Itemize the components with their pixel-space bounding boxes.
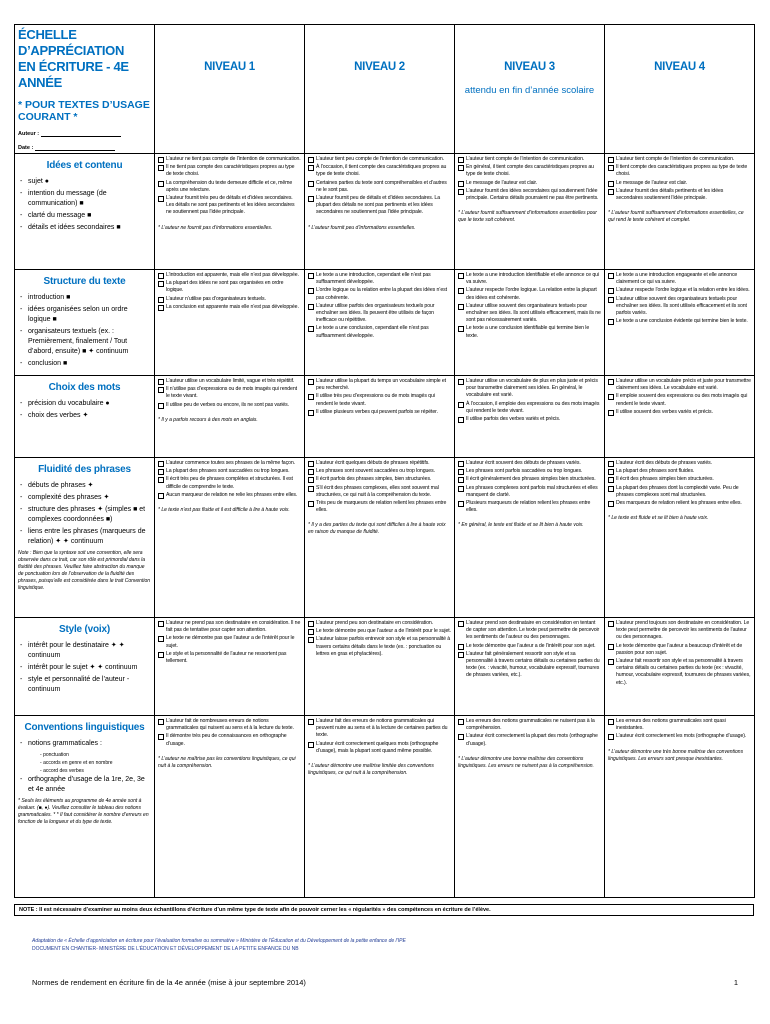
descriptor-item: Très peu de marqueurs de relation relient les phrases entre elles. <box>308 500 451 514</box>
descriptor-list <box>458 718 601 748</box>
criterion-item: - idées organisées selon un ordre logique ■ <box>18 305 151 325</box>
criterion-list <box>18 293 151 369</box>
descriptor-item: En général, il tient compte des caractéristiques propres au type de texte choisi. <box>458 164 601 178</box>
descriptor-item: Certaines parties du texte sont compréhensibles et d’autres ne le sont pas. <box>308 180 451 194</box>
rubric-row <box>15 376 755 458</box>
descriptor-item: Il n’utilise pas d’expressions ou de mots imagés qui rendent le texte vivant. <box>158 386 301 400</box>
footer-note: NOTE : Il est nécessaire d’examiner au moins deux échantillons d’écriture d’un même type de texte afin de pouvoir cerner les « régularités » des compétences en écriture de l’élève. <box>14 904 754 916</box>
descriptor-item: Il utilise très peu d’expressions ou de mots imagés qui rendent le texte vivant. <box>308 393 451 407</box>
criterion-item: - style et personnalité de l’auteur - continuum <box>18 675 151 695</box>
descriptor-item: L’auteur utilise la plupart du temps un vocabulaire simple et peu recherché. <box>308 378 451 392</box>
descriptor-item: Le texte a une conclusion, cependant elle n’est pas suffisamment développée. <box>308 325 451 339</box>
descriptor-item: L’auteur fait des erreurs de notions grammaticales qui peuvent nuire au sens et à la lecture de certaines parties du texte. <box>308 718 451 740</box>
descriptor-item: Il emploie souvent des expressions ou des mots imagés qui rendent le texte vivant. <box>608 393 751 407</box>
descriptor-item: Le texte démontre peu que l’auteur a de l’intérêt pour le sujet. <box>308 628 451 635</box>
descriptor-item: Le texte démontre que l’auteur a de l’intérêt pour son sujet. <box>458 643 601 650</box>
criterion-item: - choix des verbes ✦ <box>18 411 151 421</box>
rubric-row <box>15 458 755 618</box>
descriptor-item: Le texte démontre que l’auteur a beaucoup d’intérêt et de passion pour son sujet. <box>608 643 751 657</box>
descriptor-item: Il démontre très peu de connaissances en orthographe d’usage. <box>158 733 301 747</box>
descriptor-item: L’auteur fournit des détails pertinents et les idées secondaires soutiennent l’idée principale. <box>608 188 751 202</box>
descriptor-item: L’auteur fournit des idées secondaires qui soutiennent l’idée principale. Certains détails pourraient ne pas être pertinents. <box>458 188 601 202</box>
descriptor-item: Le message de l’auteur est clair. <box>458 180 601 187</box>
criterion-title: Choix des mots <box>48 382 121 393</box>
level-2-cell <box>305 270 455 376</box>
rubric-table <box>14 24 755 898</box>
descriptor-item: L’auteur n’utilise pas d’organisateurs textuels. <box>158 296 301 303</box>
descriptor-item: La plupart des phrases dont la complexité varie. Peu de phrases complexes sont mal structurées. <box>608 485 751 499</box>
author-blank[interactable] <box>41 131 121 137</box>
descriptor-item: Il utilise souvent des verbes variés et précis. <box>608 409 751 416</box>
level-4-cell <box>605 458 755 618</box>
author-line <box>18 131 151 137</box>
descriptor-item: L’auteur utilise un vocabulaire de plus en plus juste et précis pour transmettre clairement ses idées. En général, le vocabulaire est varié. <box>458 378 601 400</box>
level-2-cell <box>305 376 455 458</box>
level-1-cell <box>155 270 305 376</box>
descriptor-item: Les phrases sont souvent saccadées ou trop longues. <box>308 468 451 475</box>
descriptor-note: * L’auteur ne fournit pas d’informations essentielles. <box>158 224 273 231</box>
descriptor-list <box>608 620 751 687</box>
level-title: NIVEAU 1 <box>204 61 255 73</box>
descriptor-item: L’auteur fait ressortir son style et sa personnalité à travers certains détails ou certaines parties du texte (ex : vivacité, humour, vocabulaire expressif, tournures de phrases variées, etc.). <box>608 658 751 687</box>
descriptor-list <box>608 272 751 325</box>
descriptor-item: L’auteur fait généralement ressortir son style et sa personnalité à travers certains détails ou certaines parties du texte (ex. : vivacité, humour, vocabulaire expressif, tournures de phrases variées, etc.). <box>458 651 601 680</box>
descriptor-list <box>608 718 751 741</box>
criterion-item: - clarté du message ■ <box>18 211 151 221</box>
descriptor-item: L’auteur écrit correctement quelques mots (orthographe d’usage), mais la plupart sont quand même possible. <box>308 741 451 755</box>
descriptor-note: * En général, le texte est fluide et se lit bien à haute voix. <box>458 522 584 529</box>
descriptor-list <box>458 620 601 680</box>
criterion-item: - introduction ■ <box>18 293 151 303</box>
descriptor-item: L’auteur écrit correctement les mots (orthographe d’usage). <box>608 733 751 740</box>
criterion-title: Structure du texte <box>43 276 126 287</box>
descriptor-item: La compréhension du texte demeure difficile et ce, même après une relecture. <box>158 180 301 194</box>
level-1-cell <box>155 716 305 898</box>
level-4-cell <box>605 376 755 458</box>
criterion-title: Fluidité des phrases <box>38 464 131 475</box>
descriptor-list <box>158 620 301 665</box>
level-2-cell <box>305 154 455 270</box>
date-label: Date : <box>18 145 34 151</box>
descriptor-list <box>458 156 601 202</box>
descriptor-item: Les phrases sont parfois saccadées ou trop longues. <box>458 468 601 475</box>
descriptor-item: S’il écrit des phrases complexes, elles sont souvent mal structurées, ce qui nuit à la compréhension du texte. <box>308 485 451 499</box>
descriptor-item: L’auteur fait de nombreuses erreurs de notions grammaticales qui nuisent au sens et à la lecture du texte. <box>158 718 301 732</box>
criterion-sublist <box>40 751 151 775</box>
descriptor-item: La conclusion est apparente mais elle n’est pas développée. <box>158 304 301 311</box>
level-4-cell <box>605 270 755 376</box>
criterion-item: - intérêt pour le sujet ✦ ✦ continuum <box>18 663 151 673</box>
criterion-note: Note : Bien que la syntaxe soit une convention, elle sera observée dans ce trait, car son rôle est primordial dans la fluidité des phrases. Veuillez faire abstraction du manque de ponctuation lors de l’observation de la fluidité des phrases, puisqu’elle est considérée dans le trait Convention linguistique. <box>18 550 151 591</box>
descriptor-item: Le texte a une introduction engageante et elle annonce clairement ce qui va suivre. <box>608 272 751 286</box>
descriptor-item: L’auteur tient compte de l’intention de communication. <box>608 156 751 163</box>
criterion-cell <box>15 716 155 898</box>
descriptor-item: L’auteur utilise parfois des organisateurs textuels pour enchaîner ses idées. Ils peuvent être utilisés de façon inefficace ou répétitive. <box>308 303 451 325</box>
descriptor-item: L’auteur respecte l’ordre logique. La relation entre la plupart des idées est cohérente. <box>458 287 601 301</box>
descriptor-list <box>158 272 301 311</box>
descriptor-list <box>308 156 451 217</box>
level-header-4 <box>605 25 755 154</box>
descriptor-item: L’auteur écrit quelques débuts de phrases répétitifs. <box>308 460 451 467</box>
level-3-cell <box>455 716 605 898</box>
descriptor-note: * L’auteur fournit suffisamment d’informations essentielles, ce qui rend le texte cohérent et complet. <box>608 210 744 224</box>
criterion-subitem: - accord des verbes <box>40 767 151 775</box>
level-4-cell <box>605 154 755 270</box>
criterion-cell <box>15 270 155 376</box>
criterion-list <box>18 399 151 421</box>
descriptor-item: Le style et la personnalité de l’auteur ne ressortent pas tellement. <box>158 651 301 665</box>
criterion-item: - conclusion ■ <box>18 359 151 369</box>
document-credit: DOCUMENT EN CHANTIER- MINISTÈRE DE L’ÉDUCATION ET DÉVELOPPEMENT DE LA PETITE ENFANCE DU NB <box>32 946 299 952</box>
descriptor-item: La plupart des phrases sont fluides. <box>608 468 751 475</box>
descriptor-item: Il utilise peu de verbes ou encore, ils ne sont pas variés. <box>158 402 301 409</box>
descriptor-item: L’auteur laisse parfois entrevoir son style et sa personnalité à travers certains détails dans le texte (ex. : ponctuation ou lettres en gras et phylactères). <box>308 636 451 658</box>
criterion-title: Style (voix) <box>59 624 110 635</box>
descriptor-list <box>308 460 451 514</box>
criterion-item: - intérêt pour le destinataire ✦ ✦ continuum <box>18 641 151 661</box>
level-2-cell <box>305 716 455 898</box>
level-2-cell <box>305 618 455 716</box>
descriptor-list <box>308 272 451 340</box>
descriptor-item: Il écrit des phrases simples bien structurées. <box>608 476 751 483</box>
level-1-cell <box>155 458 305 618</box>
descriptor-list <box>158 460 301 499</box>
footer-title: Normes de rendement en écriture fin de la 4e année (mise à jour septembre 2014) <box>32 978 306 987</box>
level-3-cell <box>455 618 605 716</box>
descriptor-item: L’auteur utilise un vocabulaire précis et juste pour transmettre clairement ses idées. Le vocabulaire est varié. <box>608 378 751 392</box>
descriptor-note: * L’auteur démontre une maîtrise limitée des conventions linguistiques, ce qui nuit à la compréhension. <box>308 763 434 777</box>
descriptor-item: Il écrit généralement des phrases simples bien structurées. <box>458 476 601 483</box>
criterion-subitem: - ponctuation <box>40 751 151 759</box>
descriptor-item: L’ordre logique ou la relation entre la plupart des idées n’est pas cohérente. <box>308 287 451 301</box>
descriptor-list <box>308 620 451 658</box>
descriptor-item: L’auteur ne tient pas compte de l’intention de communication. <box>158 156 301 163</box>
criterion-item: - détails et idées secondaires ■ <box>18 223 151 233</box>
descriptor-item: Il utilise parfois des verbes variés et précis. <box>458 416 601 423</box>
rubric-row <box>15 618 755 716</box>
level-3-cell <box>455 458 605 618</box>
criterion-item: - précision du vocabulaire ● <box>18 399 151 409</box>
level-header-2 <box>305 25 455 154</box>
level-1-cell <box>155 376 305 458</box>
level3-note: attendu en fin d’année scolaire <box>464 85 595 96</box>
descriptor-item: L’auteur prend toujours son destinataire en considération. Le texte peut permettre de percevoir les sentiments de l’auteur ou des personnages. <box>608 620 751 642</box>
descriptor-list <box>158 378 301 409</box>
descriptor-item: L’auteur respecte l’ordre logique et la relation entre les idées. <box>608 287 751 294</box>
descriptor-item: Aucun marqueur de relation ne relie les phrases entre elles. <box>158 492 301 499</box>
criterion-item: - intention du message (de communication) ■ <box>18 189 151 209</box>
descriptor-item: L’auteur utilise souvent des organisateurs textuels pour enchaîner ses idées. Ils sont utilisés efficacement, mais ils ne sont pas nécessairement variés. <box>458 303 601 325</box>
criterion-item: - débuts de phrases ✦ <box>18 481 151 491</box>
criterion-cell <box>15 458 155 618</box>
rubric-row <box>15 270 755 376</box>
descriptor-item: Le texte a une introduction identifiable et elle annonce ce qui va suivre. <box>458 272 601 286</box>
criterion-item: - sujet ● <box>18 177 151 187</box>
descriptor-item: Il tient compte des caractéristiques propres au type de texte choisi. <box>608 164 751 178</box>
descriptor-item: Il ne tient pas compte des caractéristiques propres au type de texte choisi. <box>158 164 301 178</box>
descriptor-item: La plupart des phrases sont saccadées ou trop longues. <box>158 468 301 475</box>
descriptor-item: Les phrases complexes sont parfois mal structurées et elles manquent de clarté. <box>458 485 601 499</box>
level-4-cell <box>605 618 755 716</box>
title-cell <box>15 25 155 154</box>
descriptor-item: L’auteur prend peu son destinataire en considération. <box>308 620 451 627</box>
descriptor-list <box>608 156 751 202</box>
criterion-item: - orthographe d’usage de la 1re, 2e, 3e et 4e année <box>18 775 151 795</box>
level-4-cell <box>605 716 755 898</box>
criterion-list <box>18 481 151 547</box>
author-label: Auteur : <box>18 131 40 137</box>
descriptor-item: Les erreurs des notions grammaticales ne nuisent pas à la compréhension. <box>458 718 601 732</box>
criterion-list <box>18 177 151 233</box>
criterion-item: - notions grammaticales : <box>18 739 151 749</box>
descriptor-item: L’auteur tient compte de l’intention de communication. <box>458 156 601 163</box>
level-3-cell <box>455 270 605 376</box>
descriptor-item: L’auteur utilise un vocabulaire limité, vague et très répétitif. <box>158 378 301 385</box>
criterion-item: - organisateurs textuels (ex. : Premièrement, finalement / Tout d’abord, ensuite) ■ ✦ continuum <box>18 327 151 357</box>
descriptor-item: À l’occasion, il tient compte des caractéristiques propres au type de texte choisi. <box>308 164 451 178</box>
criterion-title: Idées et contenu <box>46 160 123 171</box>
level-title: NIVEAU 2 <box>354 61 405 73</box>
descriptor-item: Plusieurs marqueurs de relation relient les phrases entre elles. <box>458 500 601 514</box>
descriptor-list <box>308 718 451 755</box>
criterion-cell <box>15 618 155 716</box>
descriptor-list <box>458 272 601 340</box>
criterion-subitem: - accords en genre et en nombre <box>40 759 151 767</box>
descriptor-note: * Il y a des parties du texte qui sont difficiles à lire à haute voix en raison du manque de fluidité. <box>308 522 446 536</box>
descriptor-note: * Il y a parfois recours à des mots en anglais. <box>158 416 258 423</box>
page-footer <box>32 978 738 987</box>
descriptor-item: L’auteur utilise souvent des organisateurs textuels pour enchaîner ses idées. Ils sont utilisés efficacement et ils sont parfois variés. <box>608 296 751 318</box>
subtitle: * POUR TEXTES D’USAGE COURANT * <box>18 99 150 123</box>
criterion-cell <box>15 154 155 270</box>
rubric-row <box>15 154 755 270</box>
criterion-title: Conventions linguistiques <box>24 722 145 733</box>
descriptor-item: La plupart des idées ne sont pas organisées en ordre logique. <box>158 280 301 294</box>
descriptor-item: À l’occasion, il emploie des expressions ou des mots imagés qui rendent le texte vivant. <box>458 401 601 415</box>
descriptor-list <box>608 378 751 416</box>
date-line <box>18 145 151 151</box>
descriptor-item: Le texte ne démontre pas que l’auteur a de l’intérêt pour le sujet. <box>158 635 301 649</box>
descriptor-list <box>308 378 451 416</box>
level-2-cell <box>305 458 455 618</box>
descriptor-list <box>158 718 301 748</box>
descriptor-note: * L’auteur démontre une très bonne maîtrise des conventions linguistiques. Les erreurs sont presque inexistantes. <box>608 748 744 762</box>
rubric-row <box>15 716 755 898</box>
descriptor-item: L’auteur fournit très peu de détails et d’idées secondaires. Les détails ne sont pas pertinents et les idées secondaires ne soutiennent pas l’idée principale. <box>158 195 301 217</box>
descriptor-list <box>458 460 601 514</box>
title-line1: ÉCHELLE D’APPRÉCIATION <box>18 27 125 58</box>
descriptor-item: L’auteur commence toutes ses phrases de la même façon. <box>158 460 301 467</box>
rubric-rows <box>15 154 755 898</box>
criterion-item: - structure des phrases ✦ (simples ■ et complexes coordonnées ■) <box>18 505 151 525</box>
criterion-list <box>18 641 151 695</box>
descriptor-item: L’introduction est apparente, mais elle n’est pas développée. <box>158 272 301 279</box>
descriptor-item: Le texte a une introduction, cependant elle n’est pas suffisamment développée. <box>308 272 451 286</box>
descriptor-note: * Le texte n’est pas fluide et il est difficile à lire à haute voix. <box>158 507 290 514</box>
descriptor-item: Des marqueurs de relation relient les phrases entre elles. <box>608 500 751 507</box>
descriptor-note: * L’auteur fournit suffisamment d’informations essentielles pour que le texte soit cohérent. <box>458 210 597 224</box>
descriptor-list <box>158 156 301 217</box>
criterion-cell <box>15 376 155 458</box>
title-line2: EN ÉCRITURE - 4E ANNÉE <box>18 59 129 90</box>
descriptor-note: * L’auteur fournit peu d’informations essentielles. <box>308 224 416 231</box>
descriptor-item: Il écrit très peu de phrases complètes et structurées. Il est difficile de comprendre le texte. <box>158 476 301 490</box>
level-header-1 <box>155 25 305 154</box>
descriptor-list <box>608 460 751 507</box>
descriptor-item: Le texte a une conclusion identifiable qui termine bien le texte. <box>458 325 601 339</box>
date-blank[interactable] <box>35 145 115 151</box>
level-title: NIVEAU 4 <box>654 61 705 73</box>
descriptor-note: * L’auteur démontre une bonne maîtrise des conventions linguistiques. Les erreurs ne nuisent pas à la compréhension. <box>458 755 594 769</box>
level-3-cell <box>455 376 605 458</box>
level-title: NIVEAU 3 <box>504 61 555 73</box>
descriptor-item: Il écrit parfois des phrases simples, bien structurées. <box>308 476 451 483</box>
descriptor-item: Le message de l’auteur est clair. <box>608 180 751 187</box>
descriptor-note: * Le texte est fluide et se lit bien à haute voix. <box>608 515 709 522</box>
criterion-item: - liens entre les phrases (marqueurs de relation) ✦ ✦ continuum <box>18 527 151 547</box>
descriptor-item: L’auteur écrit souvent des débuts de phrases variés. <box>458 460 601 467</box>
level-1-cell <box>155 618 305 716</box>
descriptor-item: Les erreurs des notions grammaticales sont quasi inexistantes. <box>608 718 751 732</box>
descriptor-note: * L’auteur ne maîtrise pas les conventions linguistiques, ce qui nuit à la compréhension. <box>158 755 296 769</box>
page-number: 1 <box>733 978 738 987</box>
descriptor-item: Il utilise plusieurs verbes qui peuvent parfois se répéter. <box>308 409 451 416</box>
level-1-cell <box>155 154 305 270</box>
header-row <box>15 25 755 154</box>
rubric-page <box>14 24 754 924</box>
level-header-3 <box>455 25 605 154</box>
criterion-item: - complexité des phrases ✦ <box>18 493 151 503</box>
criterion-list-2 <box>18 775 151 795</box>
criterion-list <box>18 739 151 749</box>
descriptor-item: L’auteur ne prend pas son destinataire en considération. Il ne fait pas de tentative pour capter son attention. <box>158 620 301 634</box>
descriptor-item: L’auteur tient peu compte de l’intention de communication. <box>308 156 451 163</box>
descriptor-item: L’auteur écrit des débuts de phrases variés. <box>608 460 751 467</box>
descriptor-item: L’auteur écrit correctement la plupart des mots (orthographe d’usage). <box>458 733 601 747</box>
criterion-note: * Seuls les éléments au programme de 4e année sont à évaluer. (■, ●). Veuillez consulter le tableau des notions grammaticales. * * Il faut considérer le nombre d’erreurs en fonction de la longueur et du type de texte. <box>18 798 149 825</box>
descriptor-item: Le texte a une conclusion évidente qui termine bien le texte. <box>608 318 751 325</box>
descriptor-list <box>458 378 601 423</box>
descriptor-item: L’auteur prend son destinataire en considération en tentant de capter son attention. Le texte peut permettre de percevoir les sentiments de l’auteur ou des personnages. <box>458 620 601 642</box>
level-3-cell <box>455 154 605 270</box>
descriptor-item: L’auteur fournit peu de détails et d’idées secondaires. La plupart des détails ne sont pas pertinents et les idées secondaires ne soutiennent pas l’idée principale. <box>308 195 451 217</box>
adaptation-credit: Adaptation de « Échelle d’appréciation en écriture pour l’évaluation formative ou sommative » Ministère de l’Éducation et du Développement de la petite enfance de l’IPE <box>32 938 406 944</box>
